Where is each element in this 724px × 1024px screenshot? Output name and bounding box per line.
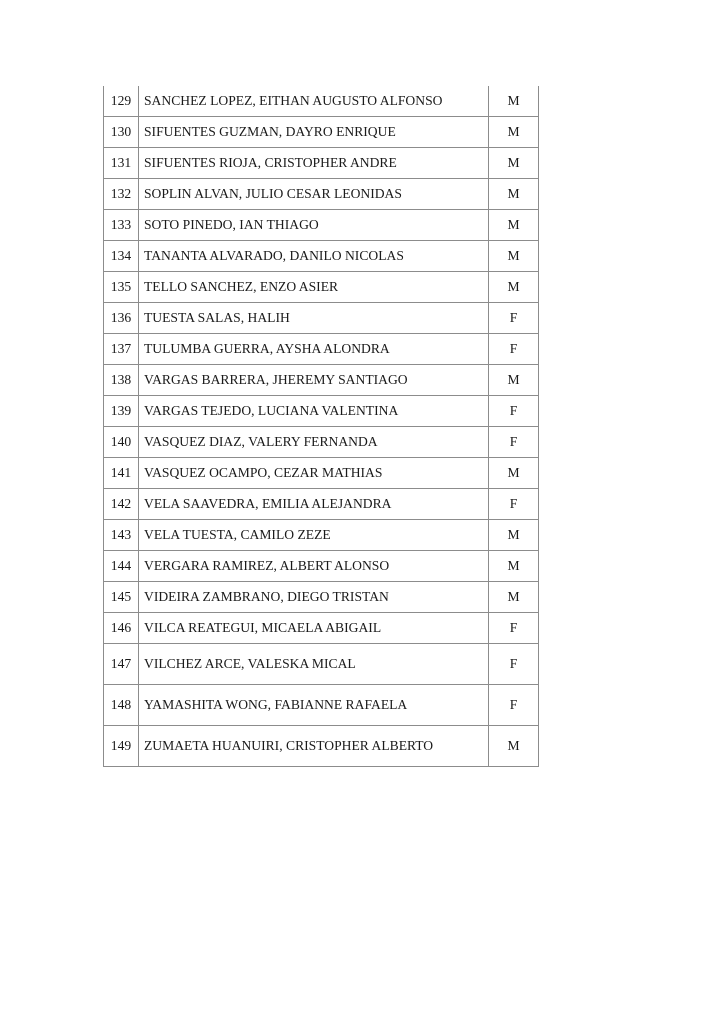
table-row [104,210,539,241]
table-row [104,365,539,396]
student-name-cell: VELA TUESTA, CAMILO ZEZE [139,520,489,551]
row-number-cell: 147 [104,644,139,685]
sex-cell: M [489,458,539,489]
table-row [104,726,539,767]
sex-cell: M [489,272,539,303]
row-number-cell: 143 [104,520,139,551]
roster-body [104,86,539,767]
sex-cell: M [489,726,539,767]
row-number-cell: 149 [104,726,139,767]
row-number-cell: 132 [104,179,139,210]
table-row [104,551,539,582]
table-row [104,179,539,210]
table-row [104,613,539,644]
student-name-cell: VARGAS TEJEDO, LUCIANA VALENTINA [139,396,489,427]
student-name-cell: SOTO PINEDO, IAN THIAGO [139,210,489,241]
table-row [104,427,539,458]
row-number-cell: 135 [104,272,139,303]
sex-cell: M [489,582,539,613]
table-row [104,303,539,334]
student-name-cell: VASQUEZ OCAMPO, CEZAR MATHIAS [139,458,489,489]
student-name-cell: SANCHEZ LOPEZ, EITHAN AUGUSTO ALFONSO [139,86,489,117]
table-row [104,241,539,272]
table-row [104,520,539,551]
student-name-cell: VARGAS BARRERA, JHEREMY SANTIAGO [139,365,489,396]
row-number-cell: 138 [104,365,139,396]
table-row [104,644,539,685]
table-row [104,396,539,427]
row-number-cell: 130 [104,117,139,148]
table-row [104,685,539,726]
table-row [104,334,539,365]
sex-cell: F [489,644,539,685]
row-number-cell: 146 [104,613,139,644]
row-number-cell: 142 [104,489,139,520]
student-name-cell: TULUMBA GUERRA, AYSHA ALONDRA [139,334,489,365]
row-number-cell: 129 [104,86,139,117]
table-row [104,148,539,179]
sex-cell: F [489,489,539,520]
table-row [104,272,539,303]
table-row [104,489,539,520]
sex-cell: M [489,551,539,582]
row-number-cell: 136 [104,303,139,334]
student-name-cell: TANANTA ALVARADO, DANILO NICOLAS [139,241,489,272]
table-row [104,86,539,117]
student-name-cell: VILCA REATEGUI, MICAELA ABIGAIL [139,613,489,644]
student-name-cell: SIFUENTES GUZMAN, DAYRO ENRIQUE [139,117,489,148]
row-number-cell: 131 [104,148,139,179]
sex-cell: M [489,117,539,148]
sex-cell: M [489,148,539,179]
sex-cell: M [489,241,539,272]
row-number-cell: 148 [104,685,139,726]
student-name-cell: VASQUEZ DIAZ, VALERY FERNANDA [139,427,489,458]
table-row [104,582,539,613]
sex-cell: F [489,685,539,726]
sex-cell: M [489,520,539,551]
row-number-cell: 139 [104,396,139,427]
row-number-cell: 140 [104,427,139,458]
sex-cell: F [489,334,539,365]
student-name-cell: VILCHEZ ARCE, VALESKA MICAL [139,644,489,685]
row-number-cell: 133 [104,210,139,241]
student-roster-table [103,86,539,767]
sex-cell: M [489,365,539,396]
table-row [104,458,539,489]
student-name-cell: SIFUENTES RIOJA, CRISTOPHER ANDRE [139,148,489,179]
sex-cell: M [489,179,539,210]
sex-cell: M [489,210,539,241]
student-name-cell: VIDEIRA ZAMBRANO, DIEGO TRISTAN [139,582,489,613]
student-name-cell: SOPLIN ALVAN, JULIO CESAR LEONIDAS [139,179,489,210]
row-number-cell: 134 [104,241,139,272]
sex-cell: F [489,613,539,644]
sex-cell: F [489,396,539,427]
student-name-cell: YAMASHITA WONG, FABIANNE RAFAELA [139,685,489,726]
sex-cell: F [489,303,539,334]
sex-cell: M [489,86,539,117]
row-number-cell: 141 [104,458,139,489]
student-name-cell: TUESTA SALAS, HALIH [139,303,489,334]
row-number-cell: 145 [104,582,139,613]
student-name-cell: ZUMAETA HUANUIRI, CRISTOPHER ALBERTO [139,726,489,767]
row-number-cell: 137 [104,334,139,365]
student-name-cell: VERGARA RAMIREZ, ALBERT ALONSO [139,551,489,582]
sex-cell: F [489,427,539,458]
student-name-cell: VELA SAAVEDRA, EMILIA ALEJANDRA [139,489,489,520]
student-name-cell: TELLO SANCHEZ, ENZO ASIER [139,272,489,303]
row-number-cell: 144 [104,551,139,582]
table-row [104,117,539,148]
